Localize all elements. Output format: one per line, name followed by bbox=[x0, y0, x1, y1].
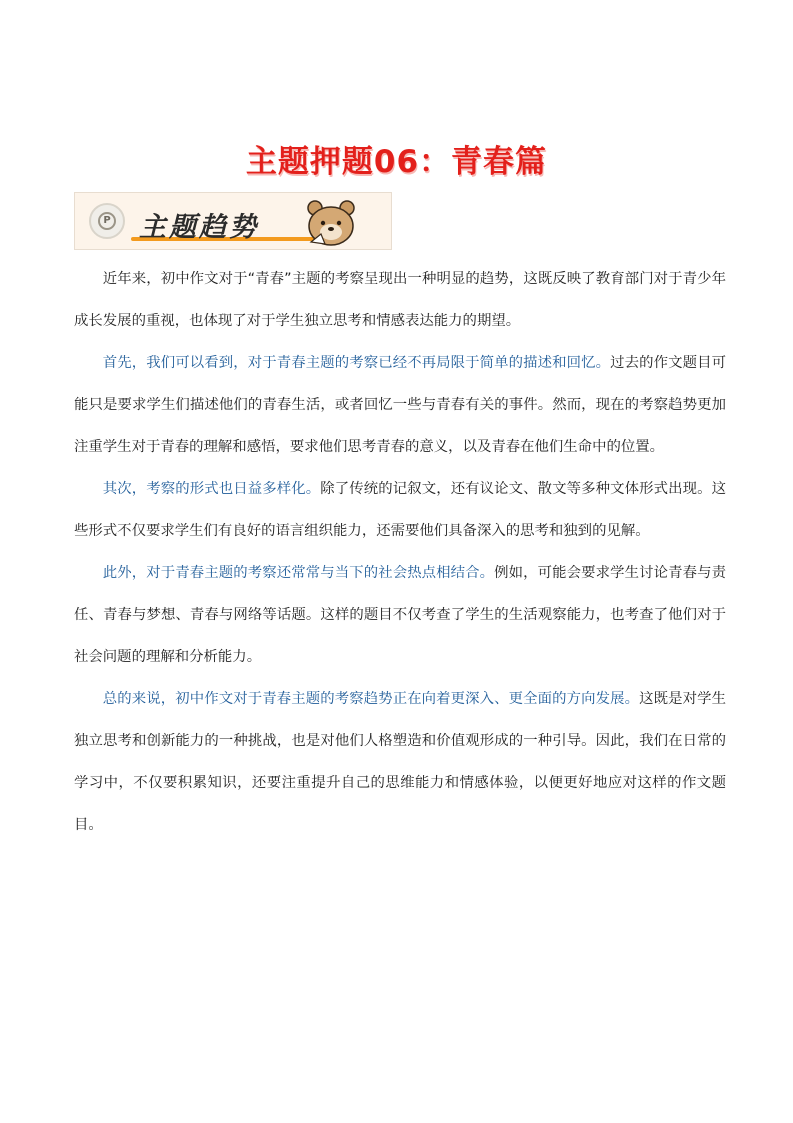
section-heading: 主题趋势 bbox=[139, 212, 259, 243]
coin-icon bbox=[89, 203, 125, 239]
paragraph-text: 除了传统的记叙文，还有议论文、散文等多种文体形式出现。这些形式不仅要求学生们有良好的语言组织能力，还需要他们具备深入的思考和独到的见解。 bbox=[74, 481, 726, 539]
paragraph bbox=[74, 258, 726, 342]
paragraph-highlight: 其次，考察的形式也日益多样化。 bbox=[102, 481, 321, 497]
paragraph bbox=[74, 678, 726, 846]
paragraph-text: 这既是对学生独立思考和创新能力的一种挑战，也是对他们人格塑造和价值观形成的一种引导。因此，我们在日常的学习中，不仅要积累知识，还要注重提升自己的思维能力和情感体验，以便更好地应对这样的作文题目。 bbox=[74, 691, 726, 833]
paragraph bbox=[74, 342, 726, 468]
paragraph-text: 近年来，初中作文对于“青春”主题的考察呈现出一种明显的趋势，这既反映了教育部门对于青少年成长发展的重视，也体现了对于学生独立思考和情感表达能力的期望。 bbox=[74, 271, 726, 329]
paragraph-text: 例如，可能会要求学生讨论青春与责任、青春与梦想、青春与网络等话题。这样的题目不仅考查了学生的生活观察能力，也考查了他们对于社会问题的理解和分析能力。 bbox=[74, 565, 726, 665]
bear-mascot-icon bbox=[303, 198, 359, 246]
paragraph-highlight: 总的来说，初中作文对于青春主题的考察趋势正在向着更深入、更全面的方向发展。 bbox=[102, 691, 640, 707]
article-body bbox=[74, 258, 726, 846]
coin-letter: P bbox=[98, 212, 116, 230]
paragraph bbox=[74, 552, 726, 678]
section-banner bbox=[74, 192, 392, 250]
paragraph-highlight: 此外，对于青春主题的考察还常常与当下的社会热点相结合。 bbox=[102, 565, 495, 581]
paragraph bbox=[74, 468, 726, 552]
paragraph-highlight: 首先，我们可以看到，对于青春主题的考察已经不再局限于简单的描述和回忆。 bbox=[102, 355, 611, 371]
page-title: 主题押题06：青春篇 bbox=[245, 144, 548, 180]
paragraph-text: 过去的作文题目可能只是要求学生们描述他们的青春生活，或者回忆一些与青春有关的事件。然而，现在的考察趋势更加注重学生对于青春的理解和感悟，要求他们思考青春的意义，以及青春在他们生命中的位置。 bbox=[74, 355, 726, 455]
